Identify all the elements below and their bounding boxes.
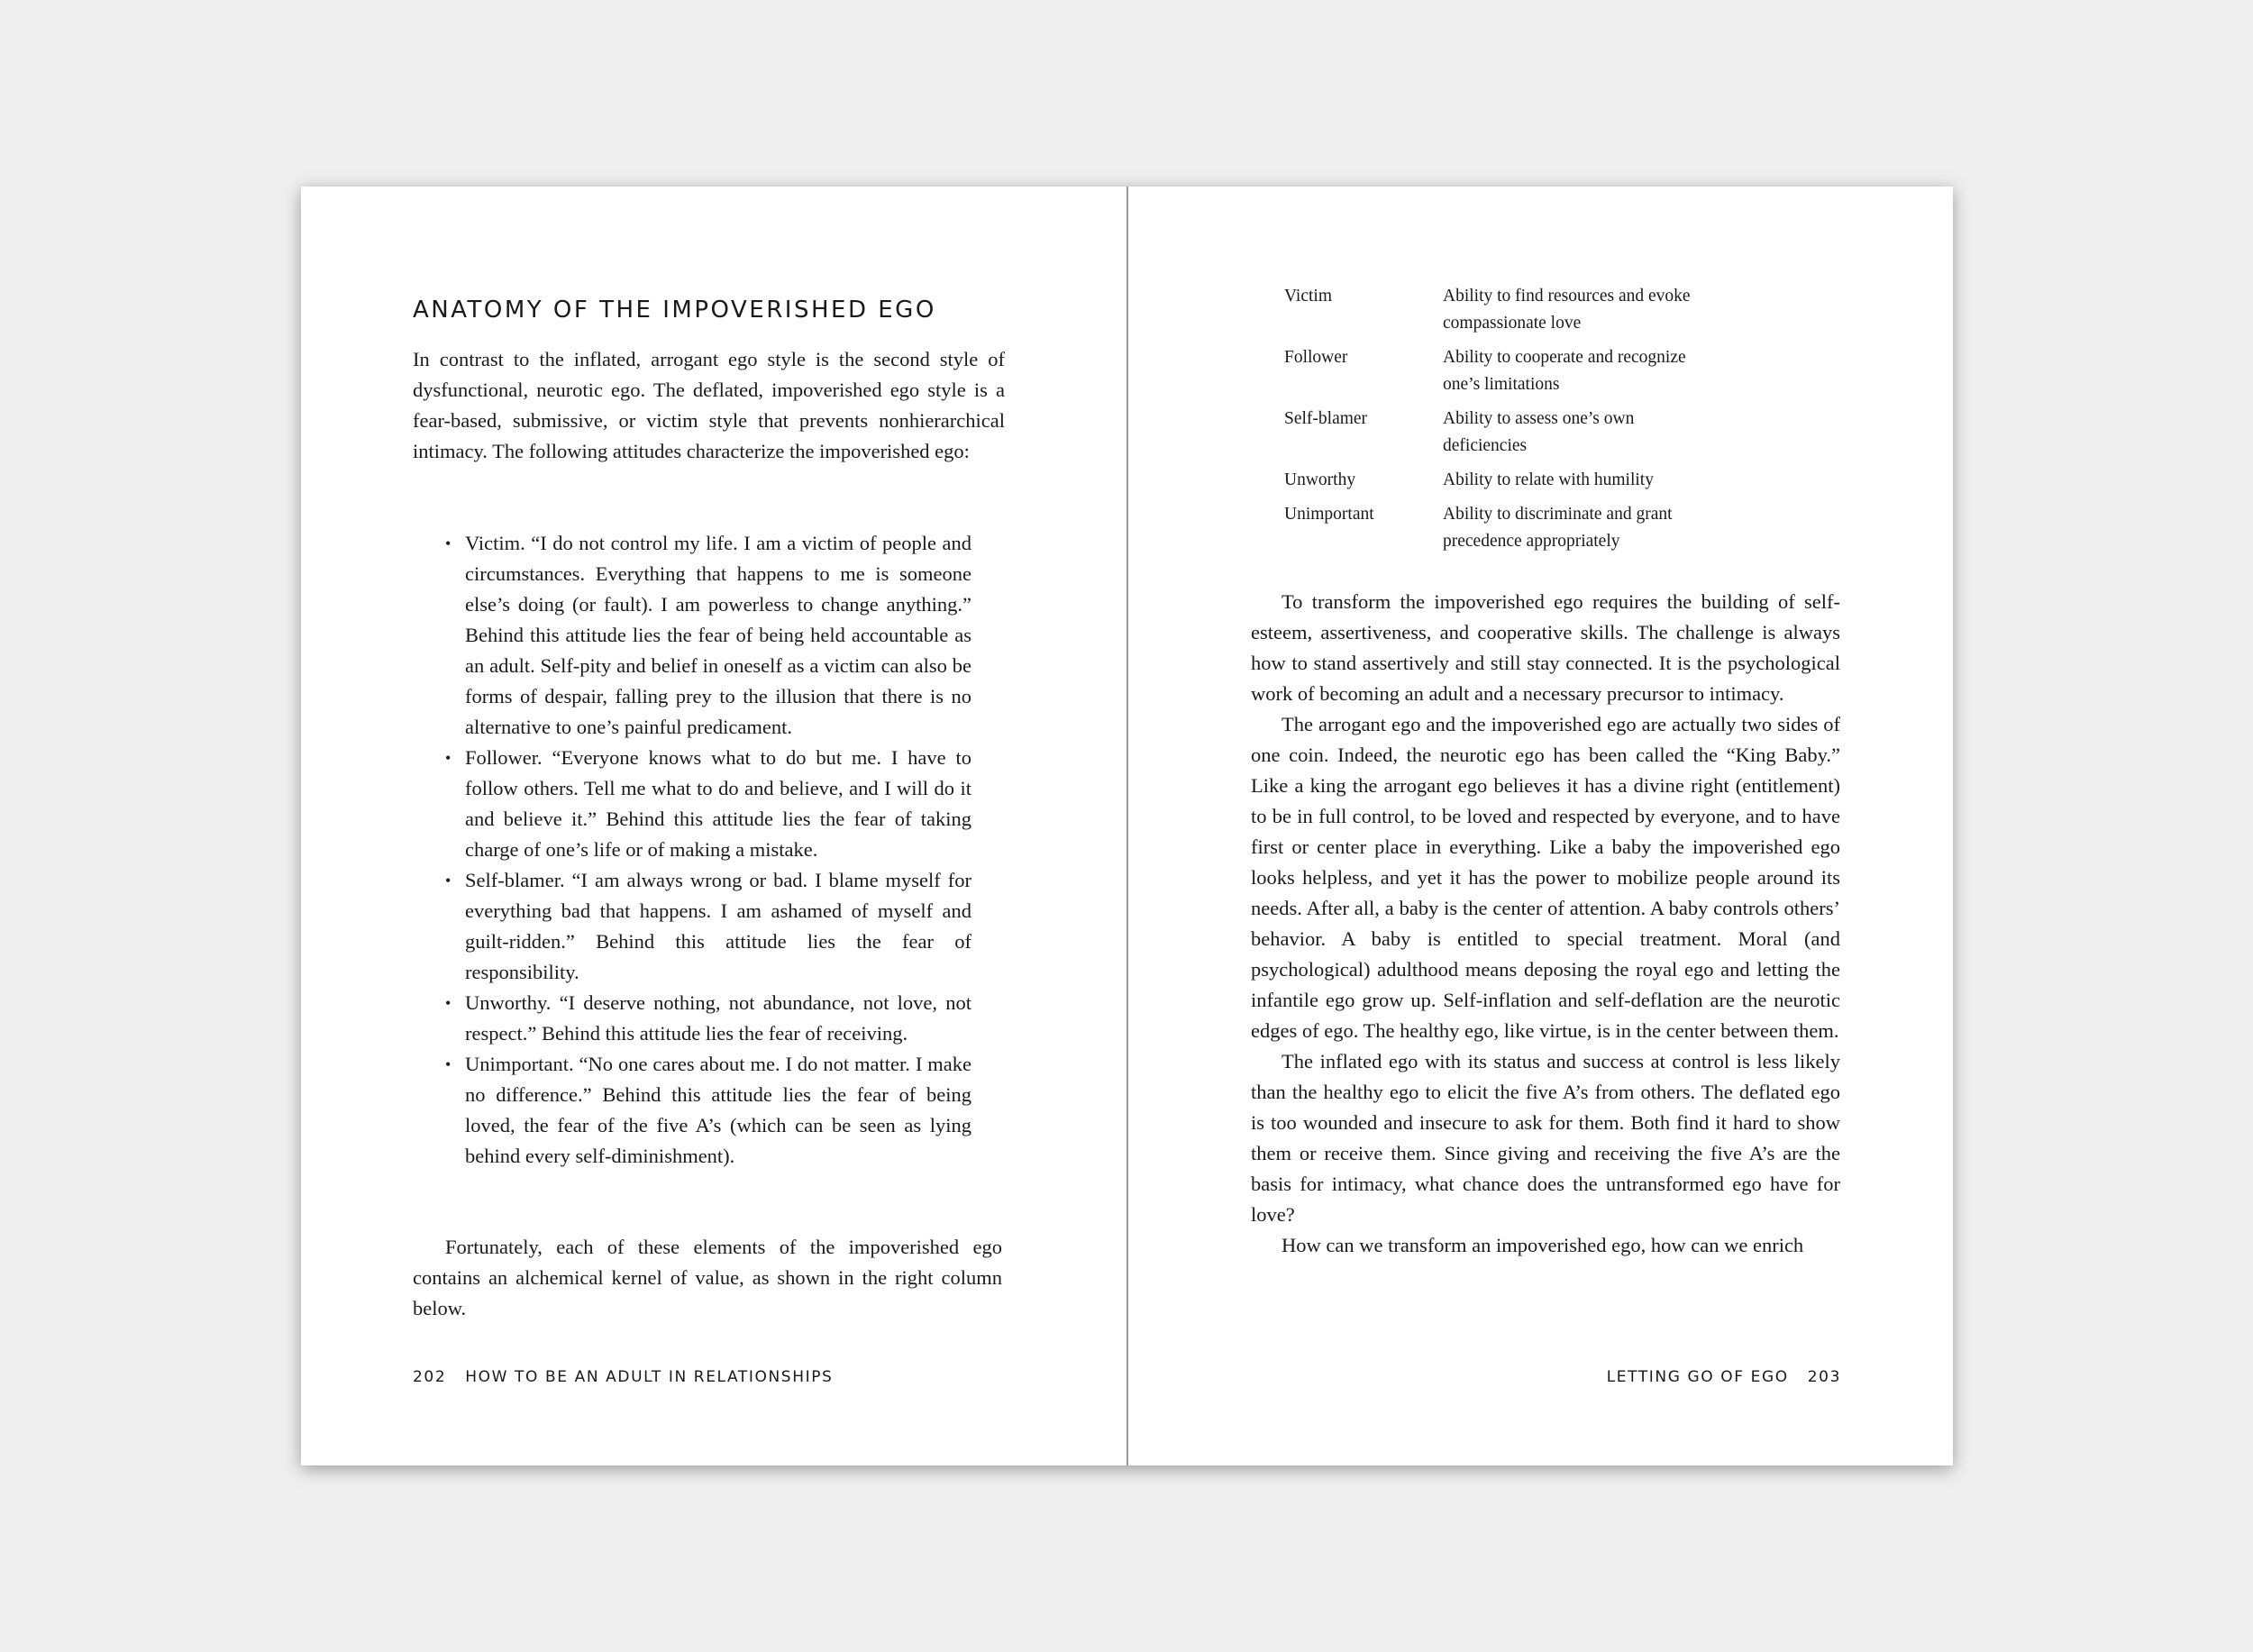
trait-table <box>1284 283 1713 562</box>
attitudes-list <box>465 528 971 1172</box>
body-paragraph: How can we transform an impoverished ego, how can we enrich <box>1282 1234 1804 1256</box>
list-item: • Follower. “Everyone knows what to do but me. I have to follow others. Tell me what to do and believe, and I will do it and believe it.” Behind this attitude lies the fear of taking charge of one’s life or of making a mistake. <box>465 743 971 865</box>
running-title: LETTING GO OF EGO <box>1606 1368 1789 1386</box>
table-row <box>1284 501 1713 555</box>
left-folio <box>413 1368 833 1386</box>
table-row <box>1284 406 1713 460</box>
trait-value: Ability to relate with humility <box>1443 470 1654 489</box>
list-item: • Self-blamer. “I am always wrong or bad. I blame myself for everything bad that happens. I am ashamed of myself and guilt-ridden.” Behind this attitude lies the fear of responsibility. <box>465 865 971 988</box>
table-row <box>1284 283 1713 337</box>
body-paragraph: The arrogant ego and the impoverished ego are actually two sides of one coin. Indeed, the neurotic ego has been called the “King Baby.” Like a king the arrogant ego believes it has a divine right (entitlement) to be in full control, to be loved and respected by everyone, and to have first or center place in everything. Like a baby the impoverished ego looks helpless, and yet it has the power to mobilize people around its needs. After all, a baby is the center of attention. A baby controls others’ behavior. A baby is entitled to special treatment. Moral (and psychological) adulthood means deposing the royal ego and letting the infantile ego grow up. Self-inflation and self-deflation are the neurotic edges of ego. The healthy ego, like virtue, is in the center between them. <box>1251 713 1840 1042</box>
list-item: • Unimportant. “No one cares about me. I do not matter. I make no difference.” Behind this attitude lies the fear of being loved, the fear of the five A’s (which can be seen as lying behind every self-diminishment). <box>465 1049 971 1172</box>
trait-value: Ability to discriminate and grant precedence appropriately <box>1443 505 1673 551</box>
page-number: 202 <box>413 1368 447 1386</box>
body-paragraph: To transform the impoverished ego requires the building of self-esteem, assertiveness, and cooperative skills. The challenge is always how to stand assertively and still stay connected. It is the psychological work of becoming an adult and a necessary precursor to intimacy. <box>1251 590 1840 705</box>
trait-value: Ability to find resources and evoke compassionate love <box>1443 287 1691 333</box>
running-title: HOW TO BE AN ADULT IN RELATIONSHIPS <box>465 1368 834 1386</box>
closing-paragraph: Fortunately, each of these elements of the impoverished ego contains an alchemical kernel of value, as shown in the right column below. <box>413 1236 1002 1319</box>
trait-name: Self-blamer <box>1284 409 1368 428</box>
trait-value: Ability to cooperate and recognize one’s limitations <box>1443 348 1686 394</box>
trait-name: Unworthy <box>1284 470 1356 489</box>
right-folio <box>1607 1368 1841 1386</box>
table-row <box>1284 344 1713 398</box>
page-number: 203 <box>1807 1368 1841 1386</box>
trait-name: Unimportant <box>1284 505 1374 524</box>
intro-paragraph: In contrast to the inflated, arrogant ego style is the second style of dysfunctional, neurotic ego. The deflated, impoverished ego style is a fear-based, submissive, or victim style that prevents nonhierarchical intimacy. The following attitudes characterize the impoverished ego: <box>413 348 1005 462</box>
trait-name: Follower <box>1284 348 1348 367</box>
section-heading: ANATOMY OF THE IMPOVERISHED EGO <box>413 297 936 324</box>
trait-name: Victim <box>1284 287 1332 306</box>
list-item: • Victim. “I do not control my life. I am a victim of people and circumstances. Everything that happens to me is someone else’s doing (or fault). I am powerless to change anything.” Behind this attitude lies the fear of being held accountable as an adult. Self-pity and belief in oneself as a victim can also be forms of despair, falling prey to the illusion that there is no alternative to one’s painful predicament. <box>465 528 971 743</box>
trait-value: Ability to assess one’s own deficiencies <box>1443 409 1635 455</box>
list-item: • Unworthy. “I deserve nothing, not abundance, not love, not respect.” Behind this attitude lies the fear of receiving. <box>465 988 971 1049</box>
body-paragraph: The inflated ego with its status and success at control is less likely than the healthy ego to elicit the five A’s from others. The deflated ego is too wounded and insecure to ask for them. Both find it hard to show them or receive them. Since giving and receiving the five A’s are the basis for intimacy, what chance does the untransformed ego have for love? <box>1251 1050 1840 1226</box>
table-row <box>1284 467 1713 494</box>
right-body-text <box>1251 587 1840 1261</box>
